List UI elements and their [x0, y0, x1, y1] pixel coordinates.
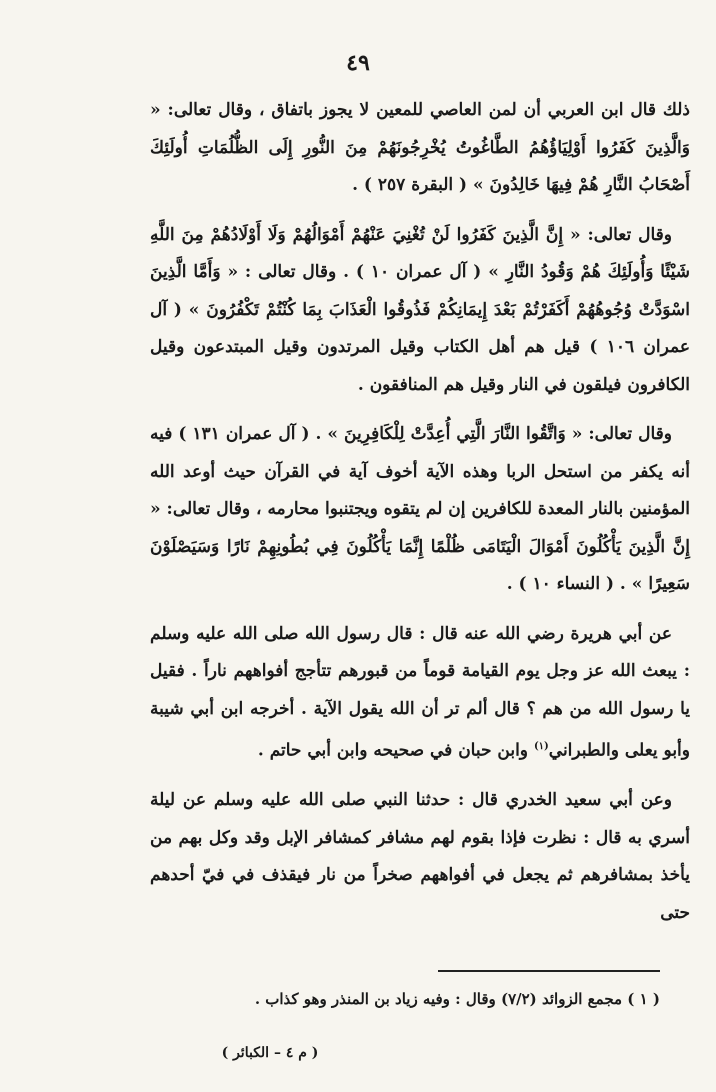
footnote-divider [438, 970, 660, 972]
footnote: ( ١ ) مجمع الزوائد (٧/٢) وقال : وفيه زياد بن المنذر وهو كذاب . [254, 990, 660, 1008]
page-number: ٤٩ [346, 50, 370, 76]
paragraph-4 [150, 616, 690, 771]
paragraph-3: وقال تعالى: « وَاتَّقُوا النَّارَ الَّتِي أُعِدَّتْ لِلْكَافِرِينَ » . ( آل عمران ١٣١ ) فيه أنه يكفر من استحل الربا وهذه الآية أخوف آية في القرآن حيث أوعد الله المؤمنين بالنار المعدة للكافرين إن لم يتقوه ويجتنبوا محارمه ، وقال تعالى: « إِنَّ الَّذِينَ يَأْكُلُونَ أَمْوَالَ الْيَتَامَى ظُلْمًا إِنَّمَا يَأْكُلُونَ فِي بُطُونِهِمْ نَارًا وَسَيَصْلَوْنَ سَعِيرًا » . ( النساء ١٠ ) . [150, 424, 690, 594]
paragraph-2: وقال تعالى: « إِنَّ الَّذِينَ كَفَرُوا لَنْ تُغْنِيَ عَنْهُمْ أَمْوَالُهُمْ وَلَا أَوْلَادُهُمْ مِنَ اللَّهِ شَيْئًا وَأُولَئِكَ هُمْ وَقُودُ النَّارِ » ( آل عمران ١٠ ) . وقال تعالى : « وَأَمَّا الَّذِينَ اسْوَدَّتْ وُجُوهُهُمْ أَكَفَرْتُمْ بَعْدَ إِيمَانِكُمْ فَذُوقُوا الْعَذَابَ بِمَا كُنْتُمْ تَكْفُرُونَ » ( آل عمران ١٠٦ ) قيل هم أهل الكتاب وقيل المرتدون وقيل المبتدعون وقيل الكافرون فيلقون في النار وقيل هم المنافقون . [150, 224, 690, 395]
paragraph-4-text: عن أبي هريرة رضي الله عنه قال : قال رسول الله صلى الله عليه وسلم : يبعث الله عز وجل يوم القيامة قوماً من قبورهم تتأجج أفواههم ناراً . فقيل يا رسول الله من هم ؟ قال ألم تر أن الله يقول الآية . أخرجه ابن أبي شيبة وأبو يعلى والطبراني [150, 623, 690, 761]
signature-mark: ( م ٤ – الكبائر ) [221, 1045, 319, 1061]
paragraph-1: ذلك قال ابن العربي أن لمن العاصي للمعين لا يجوز باتفاق ، وقال تعالى: « وَالَّذِينَ كَفَرُوا أَوْلِيَاؤُهُمُ الطَّاغُوتُ يُخْرِجُونَهُمْ مِنَ النُّورِ إِلَى الظُّلُمَاتِ أُولَئِكَ أَصْحَابُ النَّارِ هُمْ فِيهَا خَالِدُونَ » ( البقرة ٢٥٧ ) . [150, 100, 690, 195]
footnote-ref: (١) [533, 741, 549, 752]
main-text [150, 92, 690, 944]
paragraph-4-tail: وابن حبان في صحيحه وابن أبي حاتم . [257, 740, 534, 761]
paragraph-5: وعن أبي سعيد الخدري قال : حدثنا النبي صلى الله عليه وسلم عن ليلة أسري به قال : نظرت فإذا بقوم لهم مشافر كمشافر الإبل وقد وكل بهم من يأخذ بمشافرهم ثم يجعل في أفواههم صخراً من نار فيقذف في فيّ أحدهم حتى [150, 790, 690, 923]
